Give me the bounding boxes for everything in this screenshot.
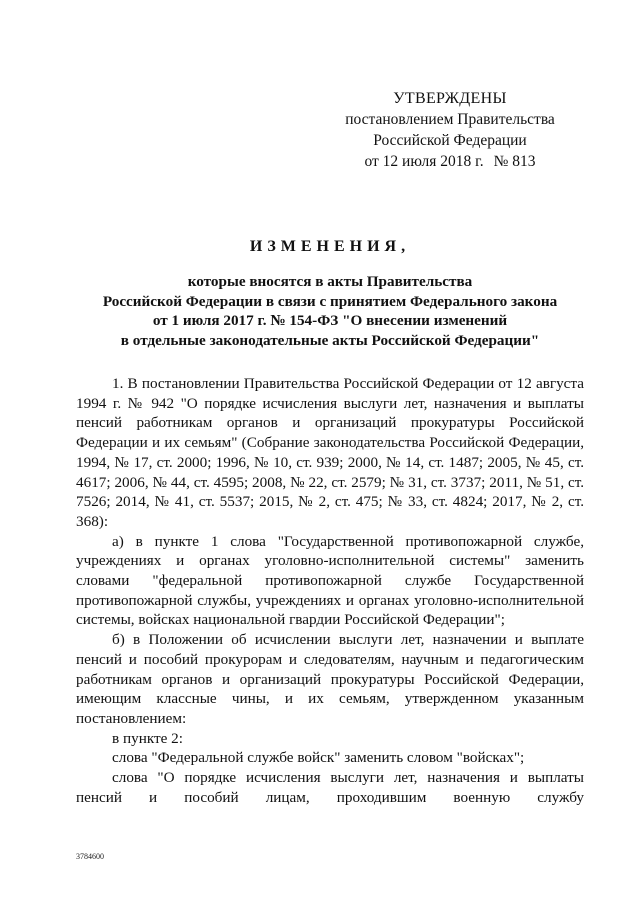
paragraph-words-1: слова "Федеральной службе войск" заменить словом "войсках";: [112, 749, 525, 767]
paragraph-words-2: слова "О порядке исчисления выслуги лет, назначения и выплаты пенсий и пособий лицам, проходившим военную службу: [76, 769, 584, 806]
title-sub-3: от 1 июля 2017 г. № 154-ФЗ "О внесении изменений: [152, 312, 508, 329]
title-sub-4: в отдельные законодательные акты Российской Федерации": [120, 331, 540, 349]
approval-heading: УТВЕРЖДЕНЫ: [393, 90, 507, 107]
approval-date-line: [330, 151, 570, 172]
paragraph-point-2: в пункте 2:: [112, 729, 183, 747]
approval-number: № 813: [493, 153, 536, 170]
title-heading: ИЗМЕНЕНИЯ,: [249, 238, 411, 255]
document-title: [60, 238, 600, 350]
approval-line-1: постановлением Правительства: [345, 111, 555, 128]
document-body: [76, 374, 584, 807]
paragraph-b: б) в Положении об исчислении выслуги лет, назначении и выплате пенсий и пособий прокурорам и следователям, научным и педагогическим работникам органов и организаций прокуратуры Российской Федерации, имеющим классные чины, и их семьям, утвержденном указанным постановлением:: [76, 631, 584, 727]
paragraph-1: 1. В постановлении Правительства Российской Федерации от 12 августа 1994 г. № 942 "О порядке исчисления выслуги лет, назначения и выплаты пенсий работникам органов и организаций прокуратуры Российской Федерации и их семьям" (Собрание законодательства Российской Федерации, 1994, № 17, ст. 2000; 1996, № 10, ст. 939; 2000, № 14, ст. 1487; 2005, № 45, ст. 4617; 2006, № 44, ст. 4595; 2008, № 22, ст. 2579; № 31, ст. 3737; 2011, № 51, ст. 7526; 2014, № 41, ст. 5537; 2015, № 2, ст. 475; № 33, ст. 4824; 2017, № 2, ст. 368):: [76, 375, 584, 530]
title-sub-1: которые вносятся в акты Правительства: [187, 273, 473, 290]
title-sub-2: Российской Федерации в связи с принятием Федерального закона: [102, 292, 558, 310]
approval-stamp: [330, 88, 570, 172]
approval-line-2: Российской Федерации: [373, 132, 527, 149]
paragraph-a: а) в пункте 1 слова "Государственной противопожарной службе, учреждениях и органах уголовно-исполнительной системы" заменить словами "федеральной противопожарной службе Государственной противопожарной службы, учреждениях и органах уголовно-исполнительной системы, войсках национальной гвардии Российской Федерации";: [76, 532, 584, 629]
document-id: 3784600: [76, 852, 104, 861]
approval-date: от 12 июля 2018 г.: [364, 153, 484, 170]
